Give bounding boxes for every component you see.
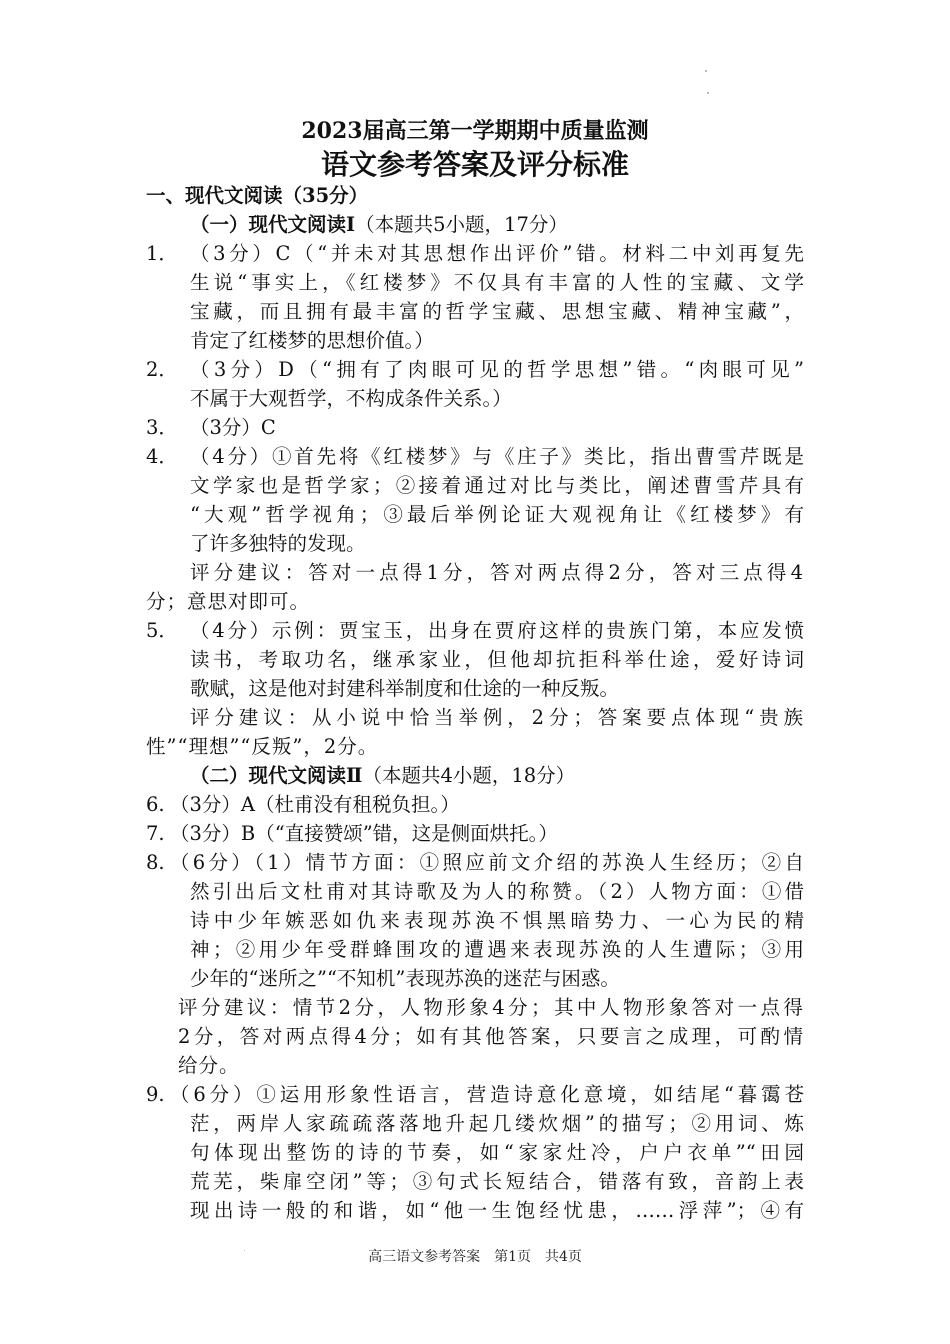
answer-line: （3分）C（“并未对其思想作出评价”错。材料二中刘再复先: [190, 242, 804, 265]
scoring-note: 评分建议：答对一点得1分，答对两点得2分，答对三点得4: [190, 561, 804, 584]
answer-line: 宝藏，而且拥有最丰富的哲学宝藏、思想宝藏、精神宝藏”，: [190, 300, 804, 323]
answer-line: 文学家也是哲学家；②接着通过对比与类比，阐述曹雪芹具有: [190, 474, 804, 497]
answer-line: （6分）①运用形象性语言，营造诗意化意境，如结尾“暮霭苍: [170, 1083, 804, 1106]
answer-line: 不属于大观哲学，不构成条件关系。）: [190, 387, 512, 410]
answer-line: “大观”哲学视角；③最后举例论证大观视角让《红楼梦》有: [190, 503, 804, 526]
answer-line: （3分）D（“拥有了肉眼可见的哲学思想”错。“肉眼可见”: [190, 358, 804, 381]
scoring-note: 给分。: [178, 1054, 240, 1077]
question-number: 6.: [146, 793, 165, 816]
answer-line: 诗中少年嫉恶如仇来表现苏涣不惧黑暗势力、一心为民的精: [190, 909, 804, 932]
scoring-note: 性”“理想”“反叛”，2分。: [146, 735, 379, 758]
answer-line: 读书，考取功名，继承家业，但他却抗拒科举仕途，爱好诗词: [190, 648, 804, 671]
question-number: 1．: [146, 242, 178, 265]
scan-mark: [705, 70, 707, 72]
scoring-note: 评分建议：情节2分，人物形象4分；其中人物形象答对一点得: [178, 996, 804, 1019]
answer-line: 肯定了红楼梦的思想价值。）: [190, 329, 434, 352]
answer-line: （3分）B（“直接赞颂”错，这是侧面烘托。）: [170, 822, 558, 845]
question-number: 4．: [146, 445, 178, 468]
question-number: 9.: [146, 1083, 165, 1106]
question-number: 7.: [146, 822, 165, 845]
page-footer: 高三语文参考答案 第1页 共4页: [368, 1249, 582, 1265]
answer-line: 了许多独特的发现。: [190, 532, 366, 555]
answer-line: （4分）①首先将《红楼梦》与《庄子》类比，指出曹雪芹既是: [190, 445, 804, 468]
question-number: 3．: [146, 416, 178, 439]
answer-line: 生说“事实上，《红楼梦》不仅具有丰富的人性的宝藏、文学: [190, 271, 804, 294]
answer-line: 然引出后文杜甫对其诗歌及为人的称赞。（2）人物方面：①借: [190, 880, 804, 903]
answer-line: （3分）A（杜甫没有租税负担。）: [170, 793, 460, 816]
scan-mark: [707, 92, 709, 94]
answer-line: 句体现出整饬的诗的节奏，如“家家灶冷，户户衣单”“田园: [190, 1141, 804, 1164]
document-title: 2023届高三第一学期期中质量监测: [301, 118, 649, 144]
answer-line: 茫，两岸人家疏疏落落地升起几缕炊烟”的描写；②用词、炼: [190, 1112, 804, 1135]
question-number: 8.: [146, 851, 165, 874]
section-heading: 一、现代文阅读（35分）: [146, 184, 369, 207]
answer-line: （6分）（1）情节方面：①照应前文介绍的苏涣人生经历；②自: [170, 851, 804, 874]
scoring-note: 评分建议：从小说中恰当举例，2分；答案要点体现“贵族: [190, 706, 804, 729]
answer-line: 少年的“迷所之”“不知机”表现苏涣的迷茫与困惑。: [190, 967, 620, 990]
part2-heading: [190, 761, 575, 790]
document-subtitle: 语文参考答案及评分标准: [320, 148, 629, 181]
answer-line: （4分）示例：贾宝玉，出身在贾府这样的贵族门第，本应发愤: [190, 619, 804, 642]
question-number: 5．: [146, 619, 178, 642]
part2-heading-title: （二）现代文阅读Ⅱ: [190, 764, 363, 787]
part1-heading-title: （一）现代文阅读Ⅰ: [190, 213, 356, 236]
answer-line: 现出诗一般的和谐，如“他一生饱经忧患，……浮萍”；④有: [190, 1199, 804, 1222]
part2-heading-detail: （本题共4小题，18分）: [362, 764, 576, 787]
part1-heading-detail: （本题共5小题，17分）: [355, 213, 568, 236]
answer-line: 荒芜，柴扉空闭”等；③句式长短结合，错落有致，音韵上表: [190, 1170, 804, 1193]
scoring-note: 分；意思对即可。: [146, 590, 311, 613]
answer-line: 歌赋，这是他对封建科举制度和仕途的一种反叛。: [190, 677, 620, 700]
part1-heading: [190, 210, 568, 239]
question-number: 2．: [146, 358, 178, 381]
answer-line: 神；②用少年受群蜂围攻的遭遇来表现苏涣的人生遭际；③用: [190, 938, 804, 961]
scoring-note: 2分，答对两点得4分；如有其他答案，只要言之成理，可酌情: [178, 1025, 804, 1048]
answer-line: （3分）C: [190, 416, 276, 439]
